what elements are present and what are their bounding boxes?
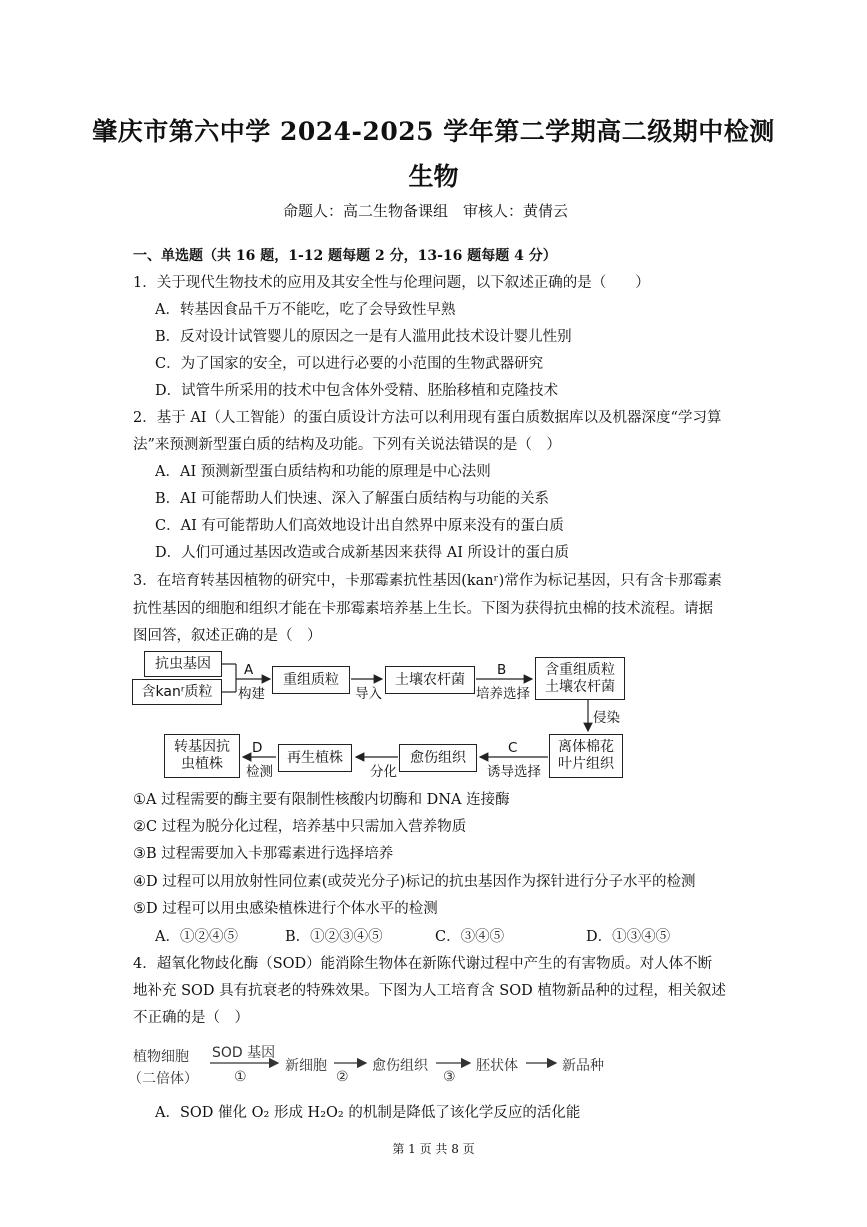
flow-box-transgenic-plant-line2: 虫植株 [181, 756, 223, 772]
q4-flow-step-2: ② [336, 1069, 349, 1085]
q3-statement-2: ②C 过程为脱分化过程，培养基中只需加入营养物质 [133, 819, 467, 835]
authors-line: 命题人：高二生物备课组 审核人：黄倩云 [283, 202, 569, 220]
flow-box-transgenic-plant-line1: 转基因抗 [174, 739, 230, 755]
q3-statement-4: ④D 过程可以用放射性同位素(或荧光分子)标记的抗虫基因作为探针进行分子水平的检测 [133, 874, 696, 890]
flow-label-construct: 构建 [238, 686, 265, 702]
flow-label-D: D [252, 740, 263, 756]
flow-label-detect: 检测 [246, 764, 273, 780]
flow-label-induce-select: 诱导选择 [487, 764, 541, 780]
flow-box-cotton-leaf-line1: 离体棉花 [558, 739, 614, 755]
q4-stem-line2: 地补充 SOD 具有抗衰老的特殊效果。下图为人工培育含 SOD 植物新品种的过程，相关叙述 [133, 983, 726, 999]
q4-flow-source-line2: （二倍体） [128, 1071, 198, 1087]
page-footer: 第 1 页 共 8 页 [392, 1142, 475, 1156]
q1-option-a: A．转基因食品千万不能吃，吃了会导致性早熟 [155, 302, 456, 318]
q2-stem-line2: 法”来预测新型蛋白质的结构及功能。下列有关说法错误的是（ ） [133, 437, 561, 453]
flow-label-A: A [244, 662, 254, 678]
subject-title: 生物 [408, 162, 459, 191]
flow-label-C: C [508, 740, 518, 756]
flow-box-callus: 愈伤组织 [399, 744, 477, 772]
q2-option-d: D．人们可通过基因改造或合成新基因来获得 AI 所设计的蛋白质 [155, 545, 570, 561]
q4-flow-step-3: ③ [443, 1069, 456, 1085]
q3-statement-3: ③B 过程需要加入卡那霉素进行选择培养 [133, 846, 394, 862]
q3-option-c: C．③④⑤ [435, 929, 505, 945]
flow-label-B: B [497, 662, 507, 678]
q3-stem-line3: 图回答，叙述正确的是（ ） [133, 628, 322, 644]
q1-option-d: D．试管牛所采用的技术中包含体外受精、胚胎移植和克隆技术 [155, 383, 559, 399]
q3-stem-line2: 抗性基因的细胞和组织才能在卡那霉素培养基上生长。下图为获得抗虫棉的技术流程。请据 [133, 601, 713, 617]
flow-box-agro-recombinant-line2: 土壤农杆菌 [545, 678, 615, 695]
q4-stem-line3: 不正确的是（ ） [133, 1010, 249, 1026]
q1-option-c: C．为了国家的安全，可以进行必要的小范围的生物武器研究 [155, 356, 544, 372]
q3-option-a: A．①②④⑤ [155, 929, 238, 945]
flow-label-infect: 侵染 [593, 710, 620, 726]
q4-flow-source-line1: 植物细胞 [133, 1049, 189, 1065]
q2-option-b: B．AI 可能帮助人们快速、深入了解蛋白质结构与功能的关系 [155, 491, 549, 507]
q1-stem: 1．关于现代生物技术的应用及其安全性与伦理问题，以下叙述正确的是（ ） [133, 275, 650, 291]
q3-option-d: D．①③④⑤ [586, 929, 671, 945]
flow-box-cotton-leaf-line2: 叶片组织 [558, 756, 614, 772]
flow-label-culture-select: 培养选择 [476, 686, 530, 702]
q2-option-a: A．AI 预测新型蛋白质结构和功能的原理是中心法则 [155, 464, 491, 480]
q4-option-a: A．SOD 催化 O₂ 形成 H₂O₂ 的机制是降低了该化学反应的活化能 [155, 1105, 581, 1121]
section-heading: 一、单选题（共 16 题，1-12 题每题 2 分，13-16 题每题 4 分） [133, 248, 557, 264]
q4-flow-embryoid: 胚状体 [476, 1058, 518, 1074]
q4-flow-sod-gene: SOD 基因 [212, 1045, 276, 1061]
q4-flow-new-variety: 新品种 [562, 1058, 604, 1074]
q4-flow-new-cell: 新细胞 [285, 1058, 327, 1074]
q3-statement-5: ⑤D 过程可以用虫感染植株进行个体水平的检测 [133, 901, 438, 917]
q3-option-b: B．①②③④⑤ [285, 929, 383, 945]
q4-flow-callus: 愈伤组织 [372, 1058, 428, 1074]
flow-label-import: 导入 [355, 686, 382, 702]
flow-label-differentiate: 分化 [370, 764, 397, 780]
q4-stem-line1: 4．超氧化物歧化酶（SOD）能消除生物体在新陈代谢过程中产生的有害物质。对人体不断 [133, 956, 713, 972]
flow-box-agrobacterium: 土壤农杆菌 [385, 666, 475, 694]
q1-option-b: B．反对设计试管婴儿的原因之一是有人滥用此技术设计婴儿性别 [155, 329, 572, 345]
q3-statement-1: ①A 过程需要的酶主要有限制性核酸内切酶和 DNA 连接酶 [133, 792, 510, 808]
q4-flow-step-1: ① [234, 1069, 247, 1085]
flow-box-agro-recombinant-line1: 含重组质粒 [545, 661, 615, 678]
flow-box-plasmid: 含kanʳ质粒 [132, 679, 222, 705]
exam-title: 肇庆市第六中学 2024-2025 学年第二学期高二级期中检测 [92, 117, 775, 146]
flow-box-regenerated-plant: 再生植株 [278, 744, 352, 772]
flow-box-insect-gene: 抗虫基因 [144, 651, 222, 677]
flow-box-recombinant-plasmid: 重组质粒 [272, 666, 350, 694]
q3-stem-line1: 3．在培育转基因植物的研究中，卡那霉素抗性基因(kanʳ)常作为标记基因，只有含卡那霉素 [133, 573, 722, 589]
q2-option-c: C．AI 有可能帮助人们高效地设计出自然界中原来没有的蛋白质 [155, 518, 564, 534]
q2-stem-line1: 2．基于 AI（人工智能）的蛋白质设计方法可以利用现有蛋白质数据库以及机器深度“学习算 [133, 410, 722, 426]
